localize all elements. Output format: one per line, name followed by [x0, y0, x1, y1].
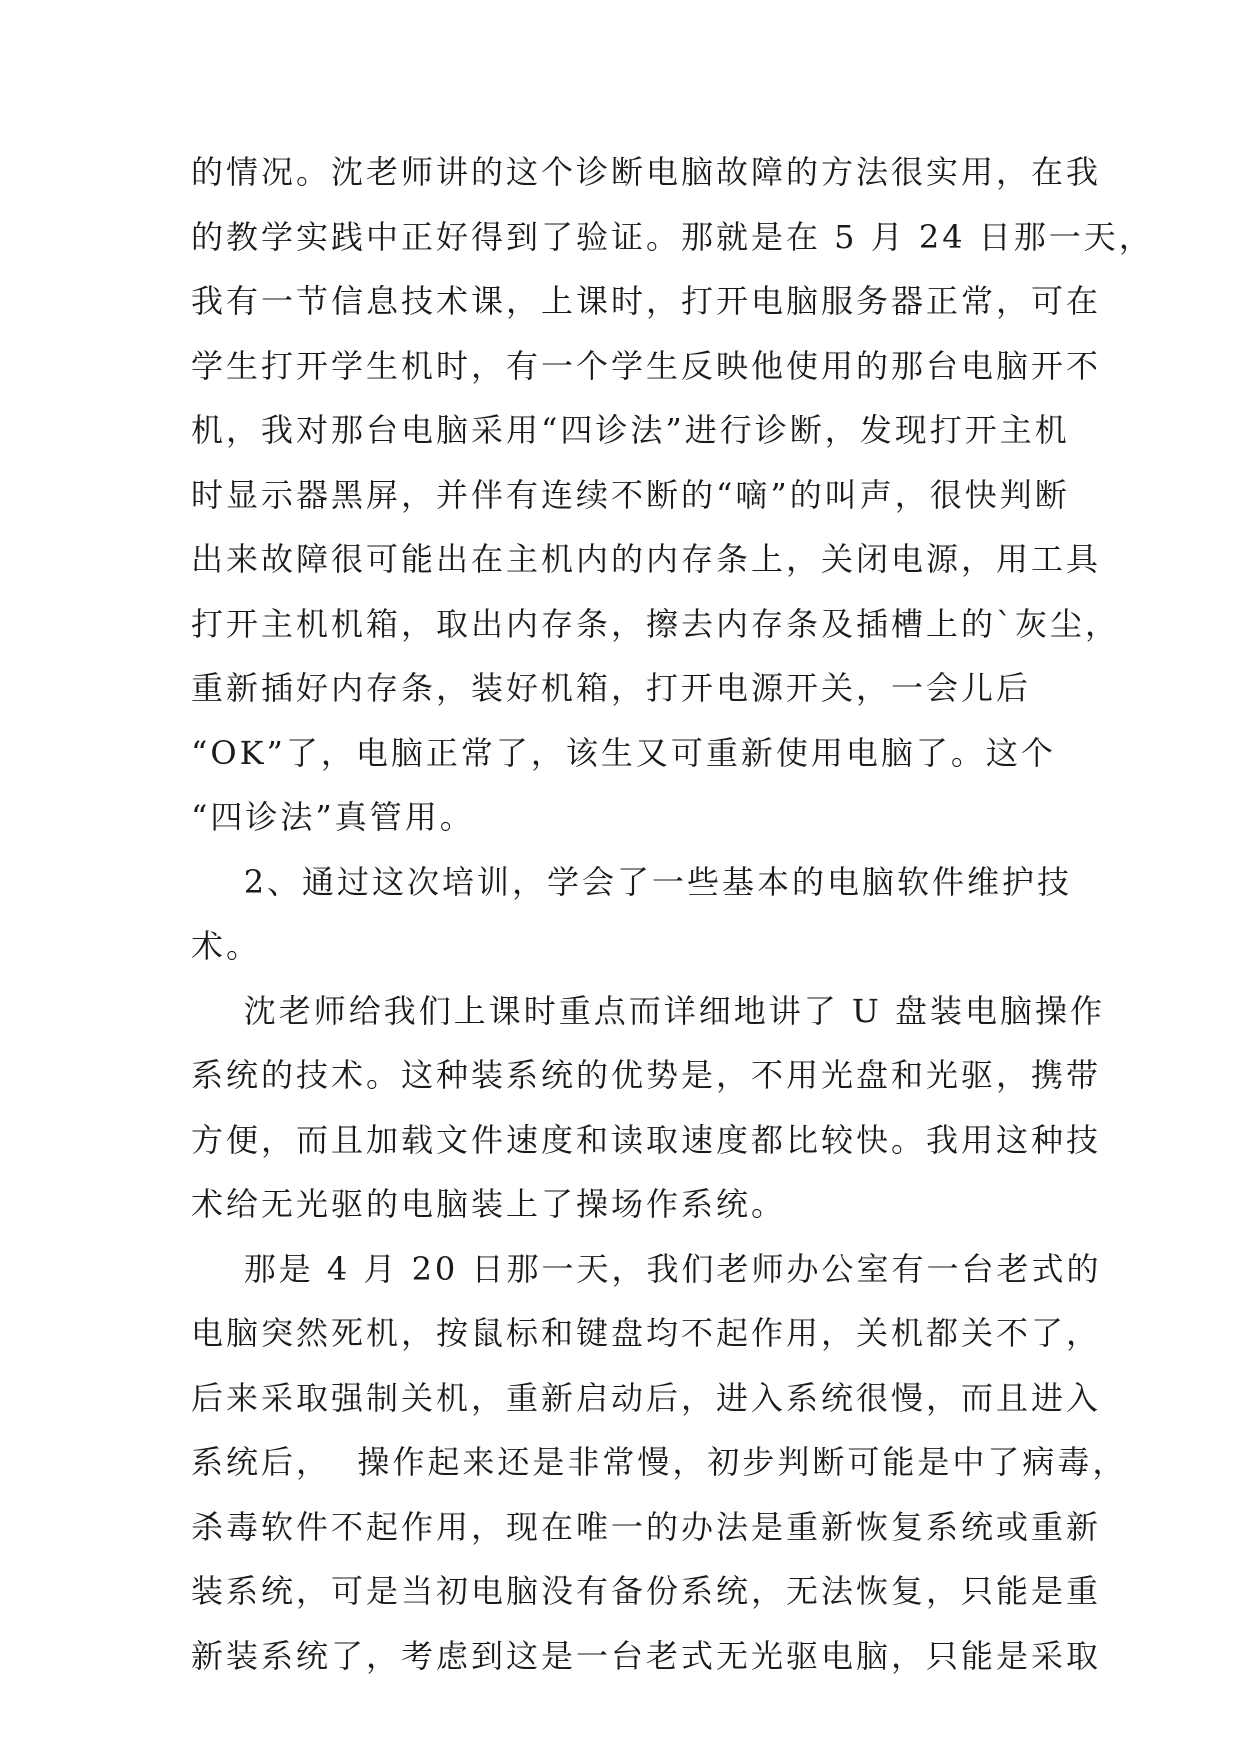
- text-line: 重新插好内存条，装好机箱，打开电源开关，一会儿后: [191, 669, 1032, 707]
- text-line: 杀毒软件不起作用，现在唯一的办法是重新恢复系统或重新: [191, 1507, 1102, 1546]
- text-line: 学生打开学生机时，有一个学生反映他使用的那台电脑开不: [191, 346, 1102, 385]
- text-line: 我有一节信息技术课，上课时，打开电脑服务器正常，可在: [191, 282, 1102, 320]
- text-line: 术给无光驱的电脑装上了操场作系统。: [191, 1185, 787, 1223]
- text-line: “四诊法”真管用。: [191, 798, 475, 836]
- body-text: [191, 140, 1154, 1688]
- text-line: 系统的技术。这种装系统的优势是，不用光盘和光驱，携带: [191, 1056, 1102, 1094]
- text-line: 机，我对那台电脑采用“四诊法”进行诊断，发现打开主机: [191, 411, 1070, 449]
- text-line: “OK”了，电脑正常了，该生又可重新使用电脑了。这个: [191, 733, 1056, 772]
- text-line: 时显示器黑屏，并伴有连续不断的“嘀”的叫声，很快判断: [191, 475, 1070, 514]
- text-line: 出来故障很可能出在主机内的内存条上，关闭电源，用工具: [191, 540, 1102, 578]
- text-line: 装系统，可是当初电脑没有备份系统，无法恢复，只能是重: [191, 1572, 1102, 1610]
- paragraph-start: 沈老师给我们上课时重点而详细地讲了 U 盘装电脑操作: [191, 991, 1106, 1030]
- text-line: 电脑突然死机，按鼠标和键盘均不起作用，关机都关不了，: [191, 1314, 1102, 1352]
- text-line: 的情况。沈老师讲的这个诊断电脑故障的方法很实用，在我: [191, 153, 1102, 191]
- text-line: 的教学实践中正好得到了验证。那就是在 5 月 24 日那一天，: [191, 217, 1154, 256]
- paragraph-start: 那是 4 月 20 日那一天，我们老师办公室有一台老式的: [191, 1249, 1102, 1288]
- section-heading: 2、通过这次培训，学会了一些基本的电脑软件维护技: [191, 862, 1073, 901]
- text-line: 新装系统了，考虑到这是一台老式无光驱电脑，只能是采取: [191, 1636, 1102, 1675]
- text-line: 打开主机机箱，取出内存条，擦去内存条及插槽上的`灰尘，: [191, 604, 1121, 643]
- text-line: 系统后， 操作起来还是非常慢，初步判断可能是中了病毒，: [191, 1443, 1128, 1481]
- text-line: 术。: [191, 927, 262, 965]
- text-line: 方便，而且加载文件速度和读取速度都比较快。我用这种技: [191, 1120, 1102, 1159]
- text-line: 后来采取强制关机，重新启动后，进入系统很慢，而且进入: [191, 1378, 1102, 1417]
